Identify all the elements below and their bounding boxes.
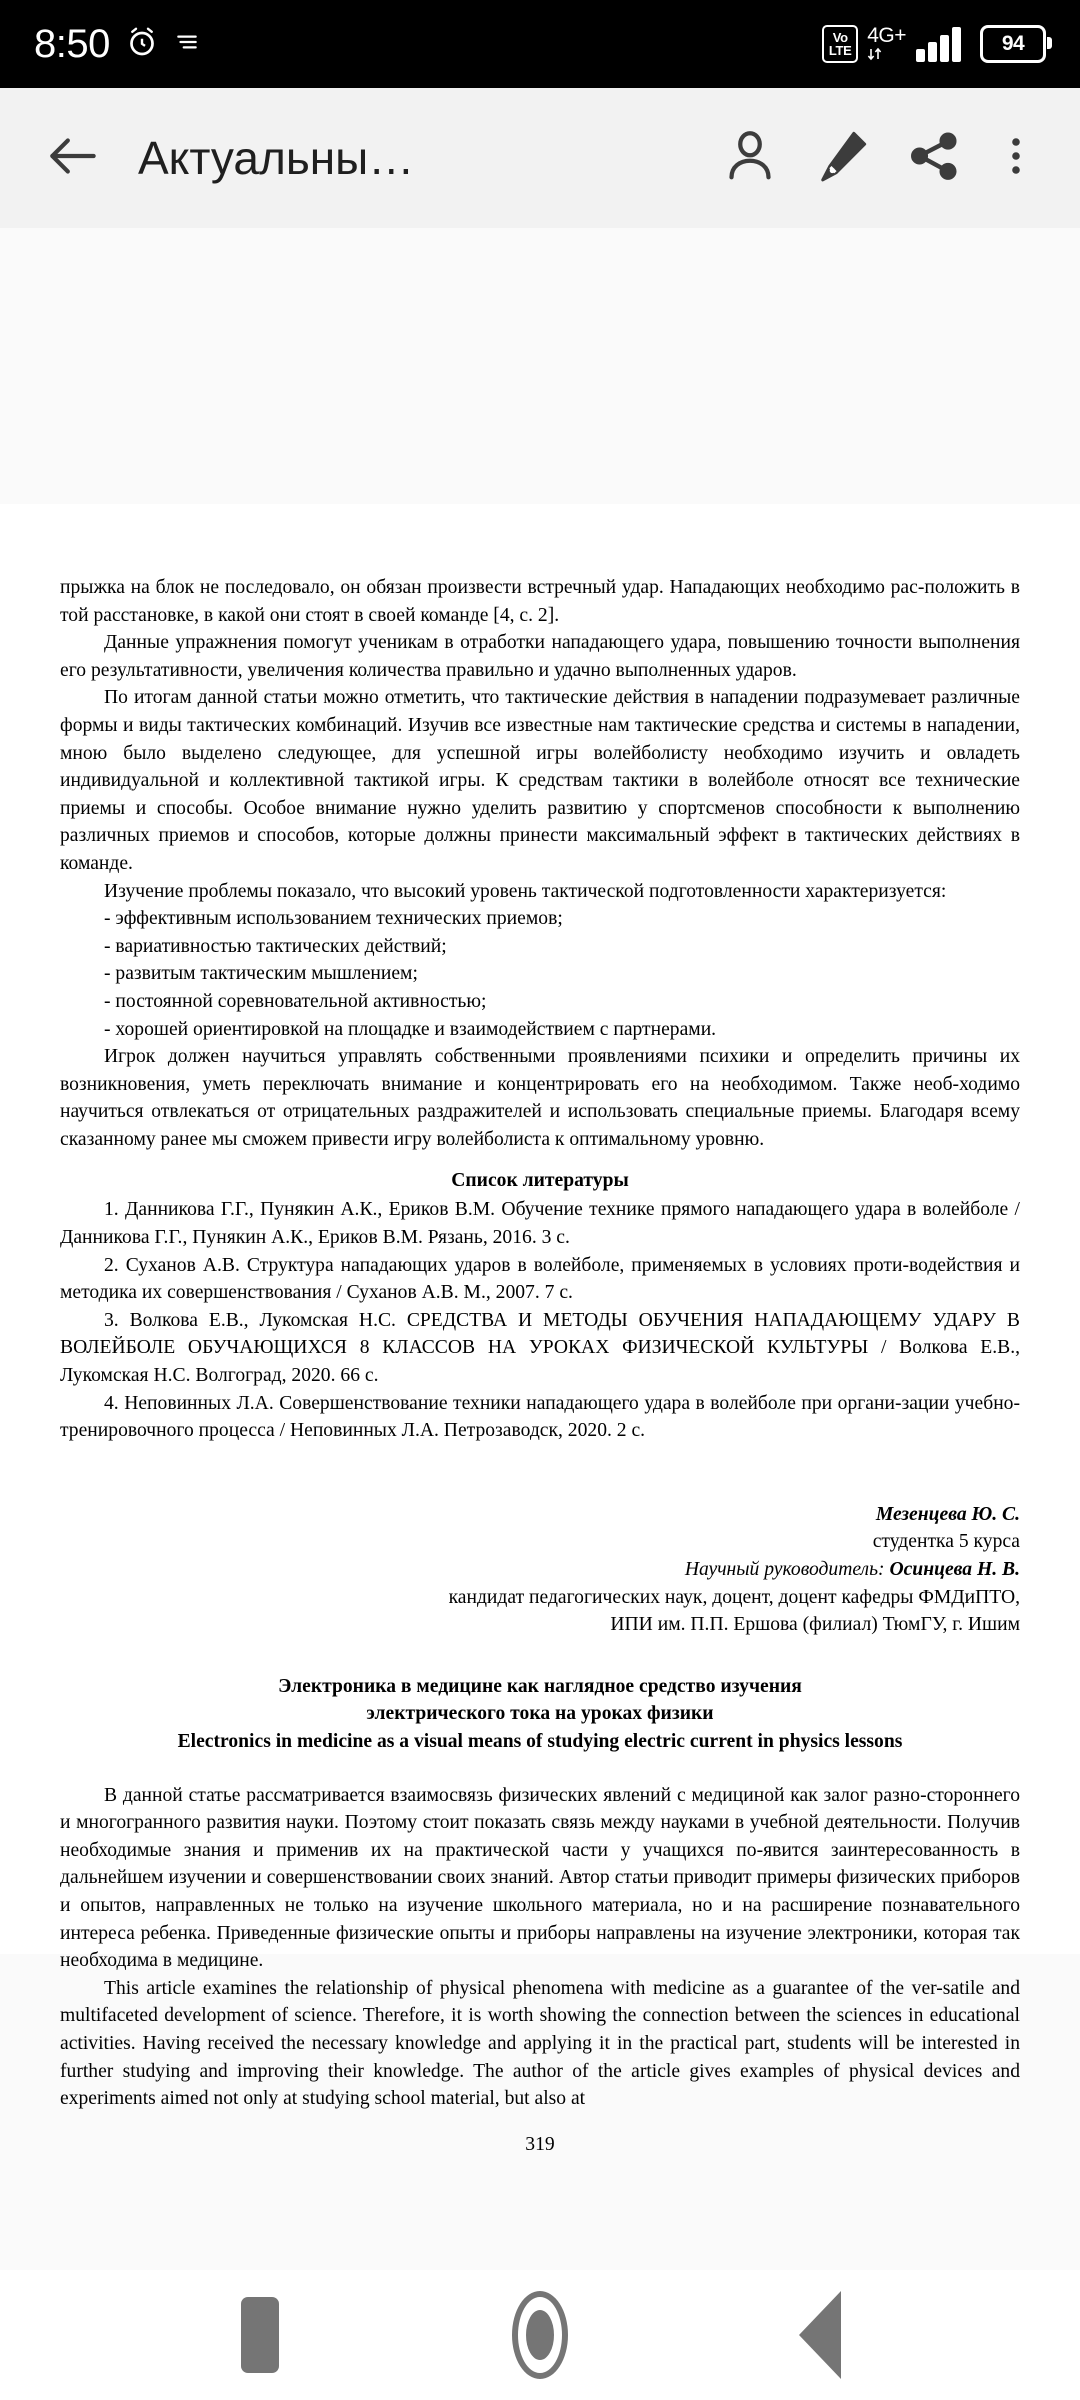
supervisor-label: Научный руководитель:	[684, 1559, 885, 1580]
reference-item: 1. Данникова Г.Г., Пунякин А.К., Ериков В.М. Обучение технике прямого нападающего удара в волейболе / Данникова Г.Г., Пунякин А.К., Ериков В.М. Рязань, 2016. 3 с.	[60, 1199, 1020, 1249]
author-role: студентка 5 курса	[872, 1531, 1020, 1553]
home-icon-dot	[526, 2310, 554, 2360]
app-bar	[0, 88, 1080, 228]
author-block	[60, 1501, 1020, 1639]
volte-icon	[822, 25, 858, 63]
list-item: - развитым тактическим мышлением;	[104, 963, 418, 985]
article-title	[60, 1673, 1020, 1756]
menu-lines-icon	[174, 29, 200, 60]
list-item: - хорошей ориентировкой на площадке и взаимодействием с партнерами.	[104, 1018, 717, 1040]
back-triangle-icon	[799, 2291, 841, 2379]
list-item: - вариативностью тактических действий;	[104, 935, 447, 957]
reference-item: 2. Суханов А.В. Структура нападающих ударов в волейболе, применяемых в условиях проти-водействия и методика их совершенствования / Суханов А.В. М., 2007. 7 с.	[60, 1254, 1020, 1304]
back-button[interactable]	[34, 119, 112, 197]
article-title-ru-line1: Электроника в медицине как наглядное средство изучения	[278, 1675, 802, 1697]
status-bar-left	[34, 24, 200, 65]
edit-pen-icon	[813, 127, 871, 190]
android-navigation-bar	[0, 2270, 1080, 2400]
abstract	[60, 1782, 1020, 2113]
reference-item: 4. Неповинных Л.А. Совершенствование техники нападающего удара в волейболе при органи-зации учебно-тренировочного процесса / Неповинных Л.А. Петрозаводск, 2020. 2 с.	[60, 1392, 1020, 1442]
volte-bottom-text: LTE	[828, 43, 852, 58]
paragraph: Игрок должен научиться управлять собственными проявлениями психики и определить причины их возникновения, уметь переключать внимание и концентрировать его на необходимом. Также необ-ходимо научиться отвлекаться от отрицательных раздражителей и использовать специальные приемы. Благодаря всему сказанному ранее мы сможем привести игру волейболиста к оптимальному уровню.	[60, 1046, 1020, 1150]
share-icon	[906, 128, 962, 189]
page-title: Актуальны…	[138, 132, 415, 184]
supervisor-name: Осинцева Н. В.	[889, 1559, 1020, 1580]
battery-icon	[980, 25, 1046, 63]
network-type-label: 4G+	[867, 24, 906, 47]
volte-top-text: Vo	[832, 30, 848, 45]
abstract-en: This article examines the relationship of physical phenomena with medicine as a guarantee of the ver-satile and multifaceted development of science. Therefore, it is worth showing the connection between the sciences in educational activities. Having received the necessary knowledge and applying it in the practical part, students will be interested in further studying and improving their knowledge. The author of the article gives examples of physical devices and experiments aimed not only at studying school material, but also at	[60, 1977, 1020, 2110]
overflow-menu-icon	[992, 132, 1040, 185]
status-bar	[0, 0, 1080, 88]
overflow-menu-button[interactable]	[980, 112, 1052, 204]
signal-bars-icon	[915, 25, 967, 63]
home-icon	[512, 2291, 568, 2379]
reference-item: 3. Волкова Е.В., Лукомская Н.С. СРЕДСТВА И МЕТОДЫ ОБУЧЕНИЯ НАПАДАЮЩЕМУ УДАРУ В ВОЛЕЙБОЛЕ ОБУЧАЮЩИХСЯ 8 КЛАССОВ НА УРОКАХ ФИЗИЧЕСКОЙ КУЛЬТУРЫ / Волкова Е.В., Лукомская Н.С. Волгоград, 2020. 66 с.	[60, 1309, 1020, 1387]
list-item: - эффективным использованием технических приемов;	[104, 908, 563, 930]
alarm-clock-icon	[124, 24, 160, 65]
data-activity-icon	[867, 46, 893, 62]
battery-level-text: 94	[1001, 32, 1025, 55]
author-name: Мезенцева Ю. С.	[875, 1503, 1020, 1525]
article-title-en: Electronics in medicine as a visual means of studying electric current in physics lessons	[177, 1730, 903, 1752]
back-arrow-icon	[42, 125, 104, 192]
account-button[interactable]	[704, 112, 796, 204]
article-title-ru-line2: электрического тока на уроках физики	[366, 1703, 714, 1725]
page-number: 319	[525, 2133, 555, 2155]
status-bar-right	[822, 24, 1046, 64]
account-icon	[720, 126, 780, 191]
home-button[interactable]	[475, 2270, 605, 2400]
share-button[interactable]	[888, 112, 980, 204]
document-page	[0, 504, 1080, 2155]
status-clock: 8:50	[34, 22, 110, 66]
edit-button[interactable]	[796, 112, 888, 204]
references-heading: Список литературы	[451, 1170, 629, 1192]
paragraph: Данные упражнения помогут ученикам в отработки нападающего удара, повышению точности выполнения его результативности, увеличения количества правильно и удачно выполненных ударов.	[60, 632, 1020, 681]
recents-button[interactable]	[195, 2270, 325, 2400]
paragraph: прыжка на блок не последовало, он обязан произвести встречный удар. Нападающих необходимо рас-положить в той расстановке, в какой они стоят в своей команде [4, с. 2].	[60, 577, 1020, 626]
paragraph: По итогам данной статьи можно отметить, что тактические действия в нападении подразумевает различные формы и виды тактических комбинаций. Изучив все известные нам тактические средства и системы в нападении, мною было выделено следующее, для успешной игры волейболисту необходимо изучить и овладеть индивидуальной и коллективной тактикой игры. К средствам тактики в волейболе относят все технические приемы и способы. Особое внимание нужно уделить развитию у спортсменов способности к выполнению различных приемов и способов, которые должны принести максимальный эффект в тактических действиях в команде.	[60, 687, 1020, 874]
back-nav-button[interactable]	[755, 2270, 885, 2400]
list-item: - постоянной соревновательной активностью;	[104, 990, 487, 1012]
recents-icon	[241, 2297, 279, 2373]
supervisor-degrees: кандидат педагогических наук, доцент, доцент кафедры ФМДиПТО,	[448, 1586, 1020, 1608]
affiliation: ИПИ им. П.П. Ершова (филиал) ТюмГУ, г. Ишим	[610, 1614, 1020, 1636]
abstract-ru: В данной статье рассматривается взаимосвязь физических явлений с медициной как залог разно-стороннего и многогранного развития науки. Поэтому стоит показать связь между науками в учебной деятельности. Получив необходимые знания и применив их на практической части у учащихся по-явится заинтересованность в дальнейшем изучении и совершенствовании своих знаний. Автор статьи приводит примеры физических приборов и опытов, направленных не только на изучение школьного материала, но и на расширение познавательного интереса ребенка. Приведенные физические опыты и приборы направлены на изучение электроники, которая так необходима в медицине.	[60, 1784, 1020, 1972]
paragraph: Изучение проблемы показало, что высокий уровень тактической подготовленности характеризуется:	[104, 880, 947, 902]
supervisor-line	[60, 1556, 1020, 1584]
document-viewer[interactable]	[0, 228, 1080, 2270]
network-indicator	[867, 24, 906, 64]
